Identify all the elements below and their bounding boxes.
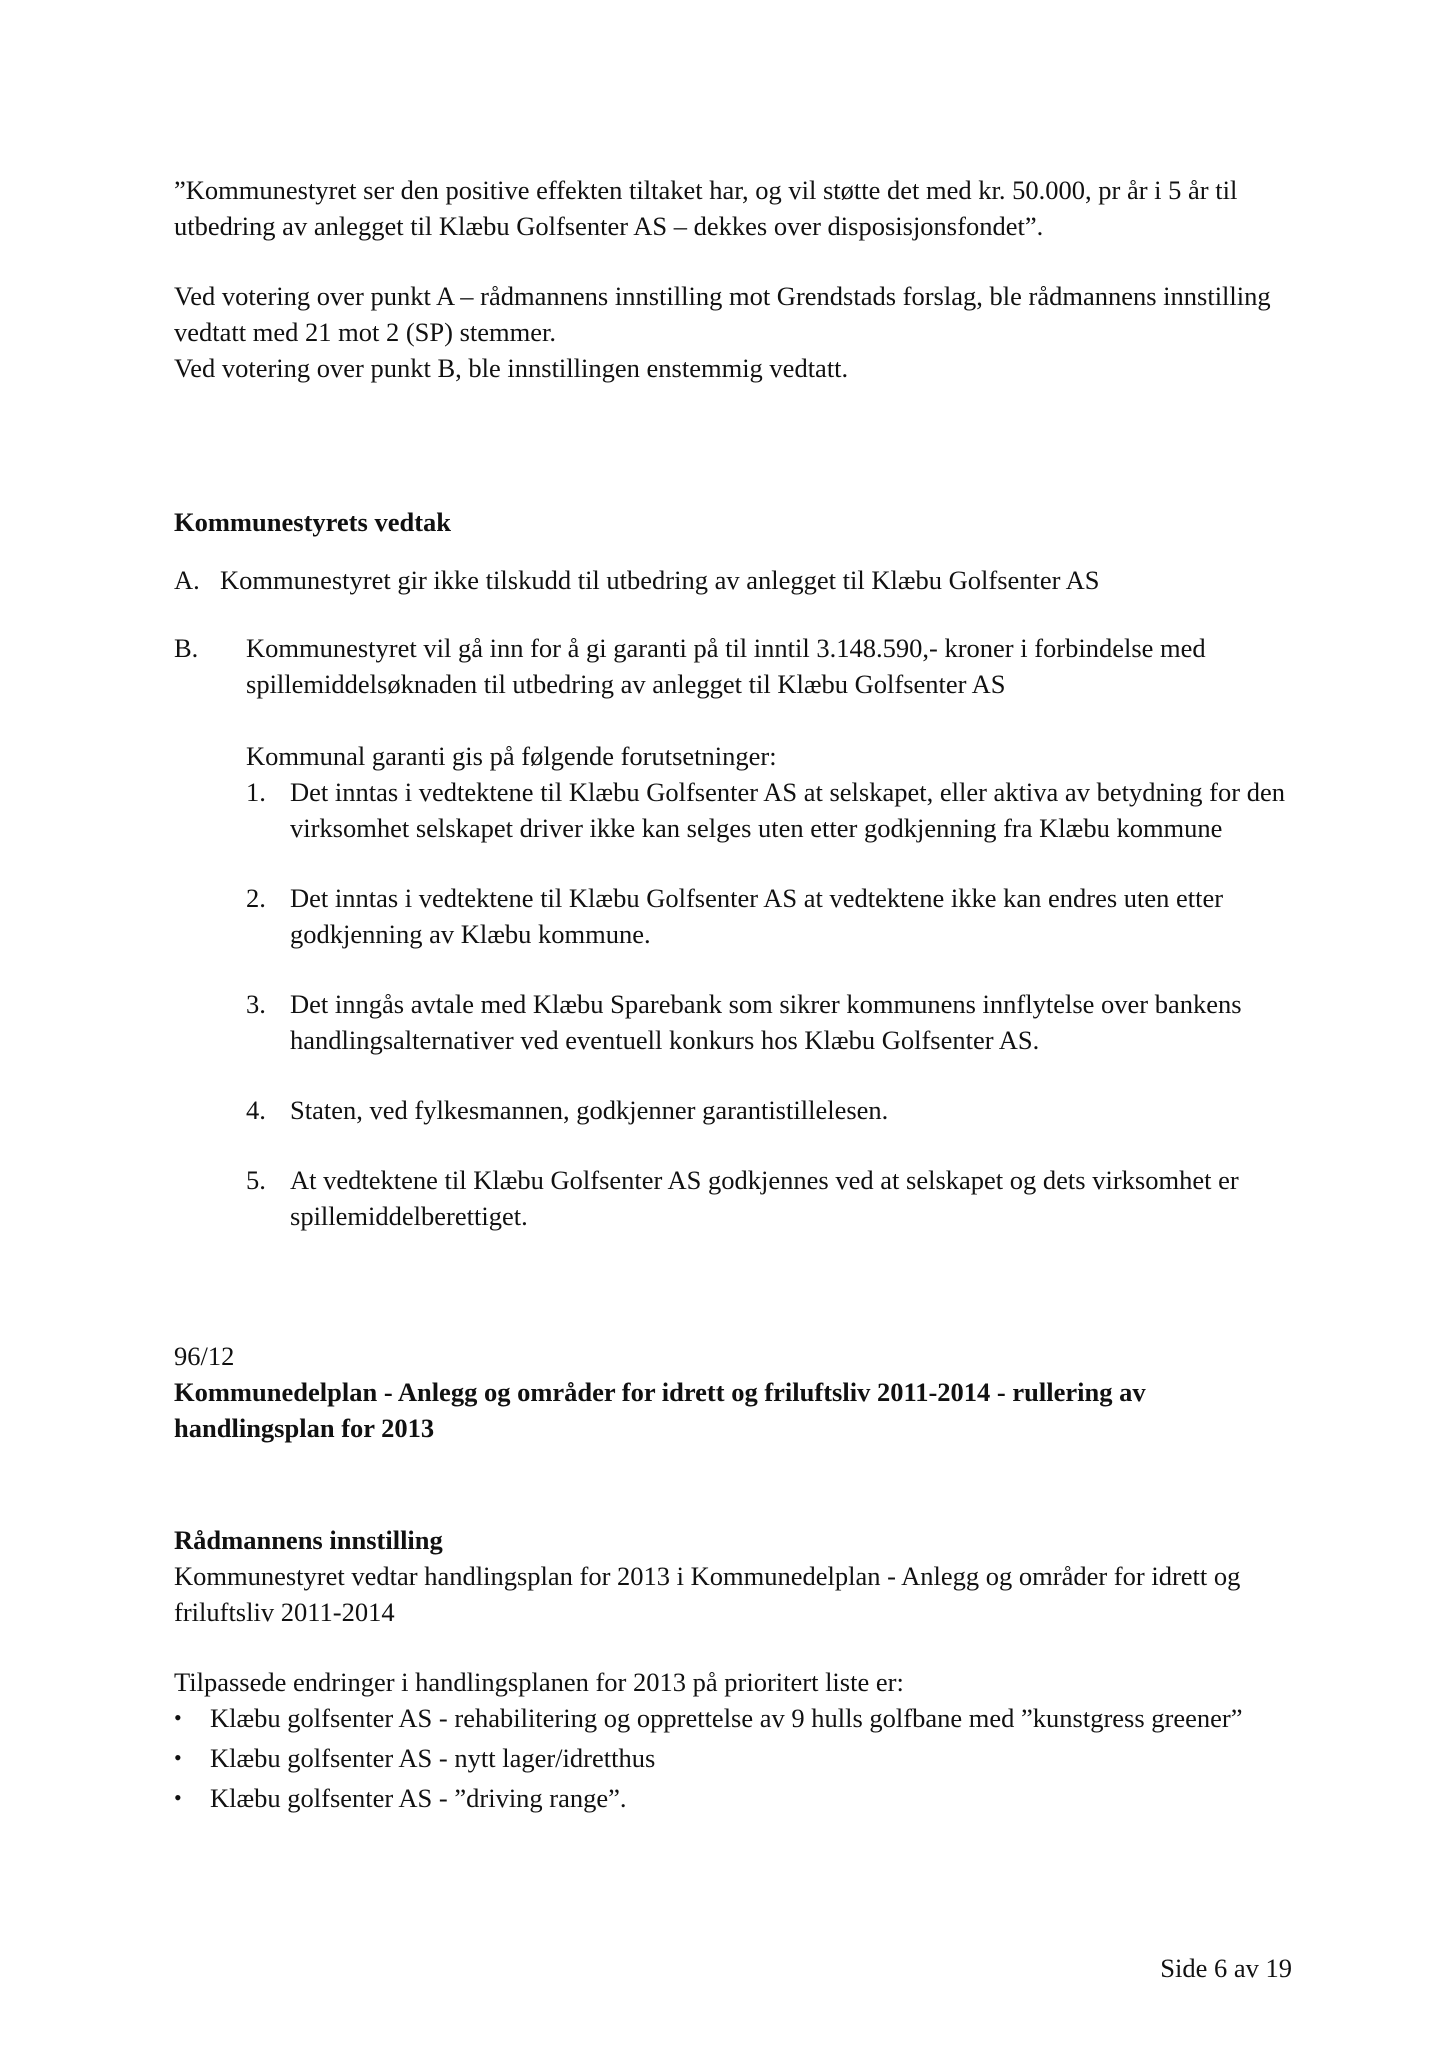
list-item-text: Klæbu golfsenter AS - rehabilitering og opprettelse av 9 hulls golfbane med ”kunstgress greener” [210, 1703, 1243, 1733]
condition-text: At vedtektene til Klæbu Golfsenter AS godkjennes ved at selskapet og dets virksomhet er spillemiddelberettiget. [290, 1165, 1239, 1231]
case-title: Kommunedelplan - Anlegg og områder for idrett og friluftsliv 2011-2014 - rullering av handlingsplan for 2013 [174, 1377, 1146, 1443]
condition-text: Staten, ved fylkesmannen, godkjenner garantistillelesen. [290, 1095, 889, 1125]
condition-item [246, 1162, 1294, 1234]
vote-a-text: Ved votering over punkt A – rådmannens innstilling mot Grendstads forslag, ble rådmannens innstilling vedtatt med 21 mot 2 (SP) stemmer. [174, 281, 1271, 347]
conditions-block [246, 738, 1294, 1234]
condition-number: 4. [246, 1095, 266, 1125]
conditions-intro: Kommunal garanti gis på følgende forutsetninger: [246, 741, 777, 771]
condition-text: Det inngås avtale med Klæbu Sparebank som sikrer kommunens innflytelse over bankens handlingsalternativer ved eventuell konkurs hos Klæbu Golfsenter AS. [290, 989, 1242, 1055]
innstilling-text: Kommunestyret vedtar handlingsplan for 2013 i Kommunedelplan - Anlegg og områder for idrett og friluftsliv 2011-2014 [174, 1561, 1241, 1627]
condition-text: Det inntas i vedtektene til Klæbu Golfsenter AS at selskapet, eller aktiva av betydning for den virksomhet selskapet driver ikke kan selges uten etter godkjenning fra Klæbu kommune [290, 777, 1285, 843]
vedtak-item-a-text: Kommunestyret gir ikke tilskudd til utbedring av anlegget til Klæbu Golfsenter AS [220, 565, 1100, 595]
list-item [174, 1700, 1294, 1736]
condition-text: Det inntas i vedtektene til Klæbu Golfsenter AS at vedtektene ikke kan endres uten etter godkjenning av Klæbu kommune. [290, 883, 1224, 949]
vedtak-heading: Kommunestyrets vedtak [174, 507, 452, 537]
condition-item [246, 880, 1294, 952]
case-number: 96/12 [174, 1341, 235, 1371]
bullet-icon: • [174, 1785, 182, 1810]
condition-number: 1. [246, 777, 266, 807]
list-item-text: Klæbu golfsenter AS - ”driving range”. [210, 1783, 627, 1813]
vote-b-text: Ved votering over punkt B, ble innstillingen enstemmig vedtatt. [174, 353, 849, 383]
condition-item [246, 774, 1294, 846]
condition-number: 5. [246, 1165, 266, 1195]
condition-item [246, 986, 1294, 1058]
list-intro: Tilpassede endringer i handlingsplanen for 2013 på prioritert liste er: [174, 1667, 904, 1697]
condition-number: 3. [246, 989, 266, 1019]
list-item [174, 1740, 1294, 1776]
innstilling-heading: Rådmannens innstilling [174, 1525, 443, 1555]
bullet-icon: • [174, 1705, 182, 1730]
bullet-icon: • [174, 1745, 182, 1770]
vedtak-item-b-text: Kommunestyret vil gå inn for å gi garanti på til inntil 3.148.590,- kroner i forbindelse med spillemiddelsøknaden til utbedring av anlegget til Klæbu Golfsenter AS [246, 633, 1206, 699]
vedtak-item-b-label: B. [174, 633, 199, 663]
vedtak-item-a [174, 562, 1294, 598]
vedtak-item-b [174, 630, 1294, 702]
list-item [174, 1780, 1294, 1816]
intro-quote: ”Kommunestyret ser den positive effekten tiltaket har, og vil støtte det med kr. 50.000, pr år i 5 år til utbedring av anlegget til Klæbu Golfsenter AS – dekkes over disposisjonsfondet”. [174, 175, 1238, 241]
condition-number: 2. [246, 883, 266, 913]
list-item-text: Klæbu golfsenter AS - nytt lager/idretthus [210, 1743, 656, 1773]
document-page [174, 172, 1294, 1820]
vedtak-item-a-label: A. [174, 565, 200, 595]
page-number: Side 6 av 19 [1160, 1953, 1292, 1983]
condition-item [246, 1092, 1294, 1128]
